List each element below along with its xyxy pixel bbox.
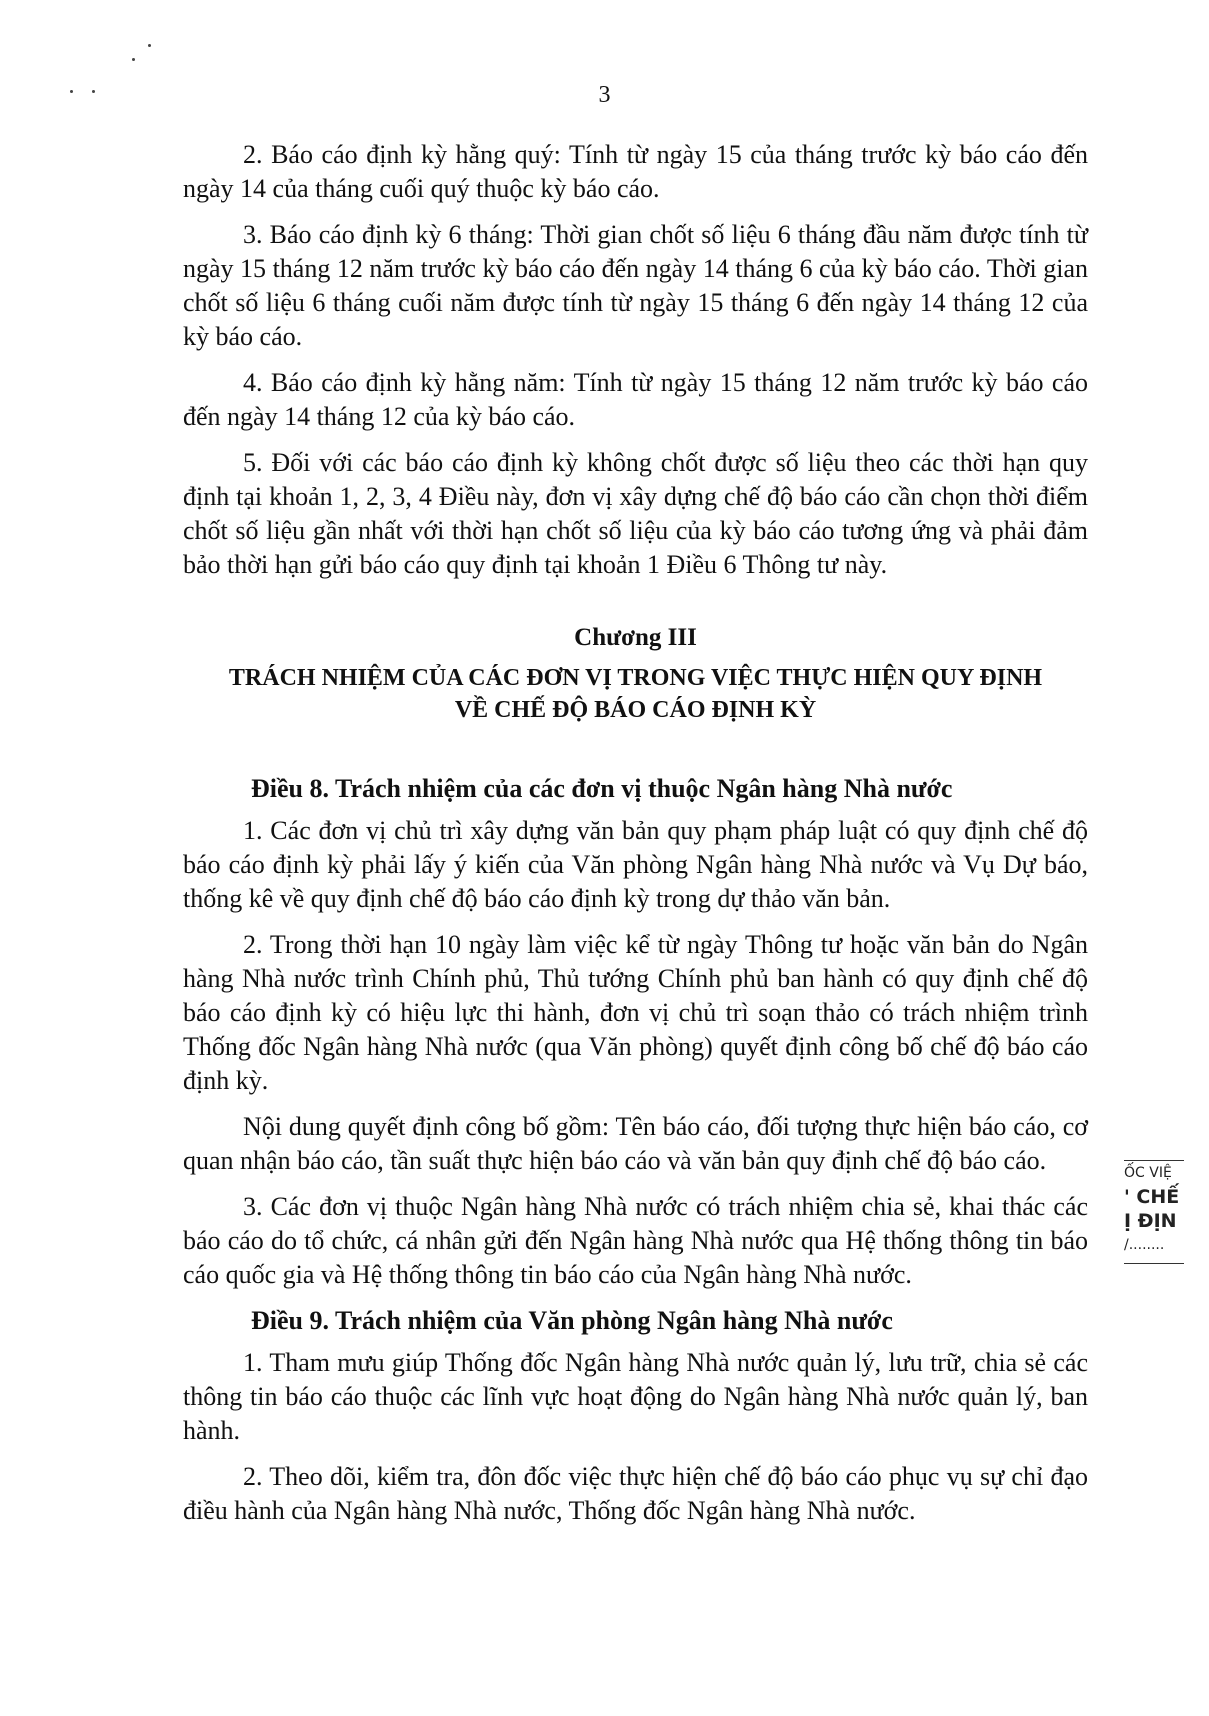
article-9-clause-1: 1. Tham mưu giúp Thống đốc Ngân hàng Nhà nước quản lý, lưu trữ, chia sẻ các thông tin báo cáo thuộc các lĩnh vực hoạt động do Ngân hàng Nhà nước quản lý, ban hành. bbox=[183, 1348, 1088, 1445]
page-number: 3 bbox=[598, 82, 611, 108]
chapter-heading bbox=[183, 662, 1088, 726]
article-8-clause-3: 3. Các đơn vị thuộc Ngân hàng Nhà nước có trách nhiệm chia sẻ, khai thác các báo cáo do tổ chức, cá nhân gửi đến Ngân hàng Nhà nước qua Hệ thống thông tin báo cáo quốc gia và Hệ thống thông tin báo cáo của Ngân hàng Nhà nước. bbox=[183, 1192, 1088, 1289]
chapter-heading-line2: VỀ CHẾ ĐỘ BÁO CÁO ĐỊNH KỲ bbox=[454, 697, 817, 723]
chapter-heading-line1: TRÁCH NHIỆM CỦA CÁC ĐƠN VỊ TRONG VIỆC THỰC HIỆN QUY ĐỊNH bbox=[228, 665, 1043, 691]
article-8-clause-2-content: Nội dung quyết định công bố gồm: Tên báo cáo, đối tượng thực hiện báo cáo, cơ quan nhận báo cáo, tần suất thực hiện báo cáo và văn bản quy định chế độ báo cáo. bbox=[183, 1112, 1088, 1175]
paragraph-quarterly: 2. Báo cáo định kỳ hằng quý: Tính từ ngày 15 của tháng trước kỳ báo cáo đến ngày 14 của tháng cuối quý thuộc kỳ báo cáo. bbox=[183, 140, 1088, 203]
margin-stamp-fragment bbox=[1124, 1160, 1184, 1264]
stamp-line: ỐC VIỆ bbox=[1124, 1165, 1172, 1181]
paragraph-exception: 5. Đối với các báo cáo định kỳ không chốt được số liệu theo các thời hạn quy định tại khoản 1, 2, 3, 4 Điều này, đơn vị xây dựng chế độ báo cáo cần chọn thời điểm chốt số liệu gần nhất với thời hạn chốt số liệu của kỳ báo cáo tương ứng và phải đảm bảo thời hạn gửi báo cáo quy định tại khoản 1 Điều 6 Thông tư này. bbox=[183, 448, 1088, 579]
article-8-title: Điều 8. Trách nhiệm của các đơn vị thuộc Ngân hàng Nhà nước bbox=[251, 774, 953, 803]
article-9-clause-2: 2. Theo dõi, kiểm tra, đôn đốc việc thực hiện chế độ báo cáo phục vụ sự chỉ đạo điều hành của Ngân hàng Nhà nước, Thống đốc Ngân hàng Nhà nước. bbox=[183, 1462, 1088, 1525]
scan-speck bbox=[132, 58, 135, 61]
stamp-line: /........ bbox=[1124, 1237, 1165, 1253]
scan-speck bbox=[148, 44, 151, 47]
chapter-title: Chương III bbox=[574, 624, 697, 651]
document-body bbox=[183, 138, 1088, 1540]
stamp-line: Ị ĐỊN bbox=[1124, 1210, 1177, 1232]
paragraph-annual: 4. Báo cáo định kỳ hằng năm: Tính từ ngày 15 tháng 12 năm trước kỳ báo cáo đến ngày 14 tháng 12 của kỳ báo cáo. bbox=[183, 368, 1088, 431]
article-8-clause-2: 2. Trong thời hạn 10 ngày làm việc kể từ ngày Thông tư hoặc văn bản do Ngân hàng Nhà nước trình Chính phủ, Thủ tướng Chính phủ ban hành có quy định chế độ báo cáo định kỳ có hiệu lực thi hành, đơn vị chủ trì soạn thảo có trách nhiệm trình Thống đốc Ngân hàng Nhà nước (qua Văn phòng) quyết định công bố chế độ báo cáo định kỳ. bbox=[183, 930, 1088, 1095]
article-9-title: Điều 9. Trách nhiệm của Văn phòng Ngân hàng Nhà nước bbox=[251, 1306, 893, 1335]
paragraph-six-month: 3. Báo cáo định kỳ 6 tháng: Thời gian chốt số liệu 6 tháng đầu năm được tính từ ngày 15 tháng 12 năm trước kỳ báo cáo đến ngày 14 tháng 6 của kỳ báo cáo. Thời gian chốt số liệu 6 tháng cuối năm được tính từ ngày 15 tháng 6 đến ngày 14 tháng 12 của kỳ báo cáo. bbox=[183, 220, 1088, 351]
article-8-clause-1: 1. Các đơn vị chủ trì xây dựng văn bản quy phạm pháp luật có quy định chế độ báo cáo định kỳ phải lấy ý kiến của Văn phòng Ngân hàng Nhà nước và Vụ Dự báo, thống kê về quy định chế độ báo cáo định kỳ trong dự thảo văn bản. bbox=[183, 816, 1088, 913]
stamp-line: ' CHẾ bbox=[1124, 1186, 1180, 1208]
